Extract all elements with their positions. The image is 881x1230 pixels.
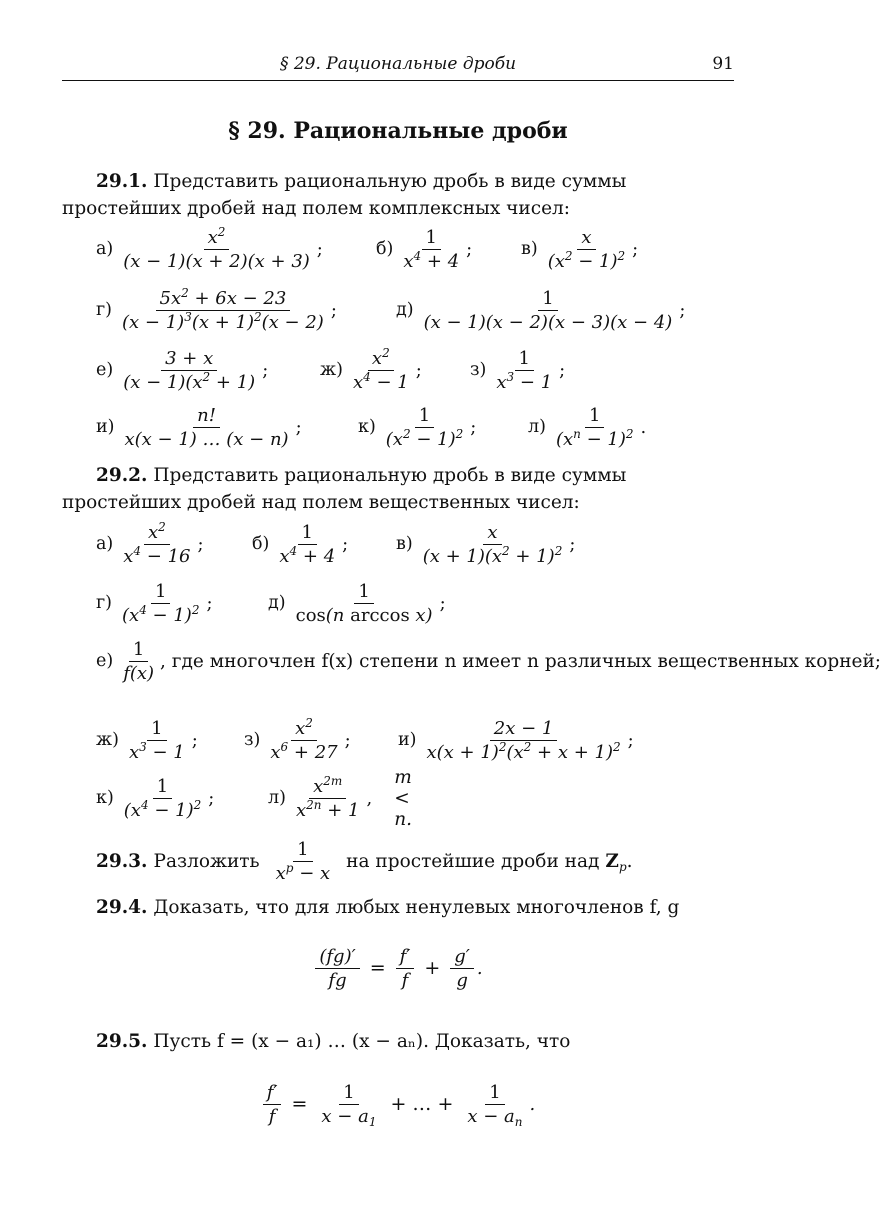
problem-29-1-statement	[62, 168, 734, 222]
running-header	[62, 54, 734, 78]
fraction: $\frac{x^2}{x^4 - 1}$	[352, 345, 409, 393]
problem-text: Доказать, что для любых ненулевых многочленов f, g	[153, 897, 680, 918]
item-label: е)	[96, 360, 114, 380]
item-29-2-zh: ж) $\frac{1}{x^3 - 1}$ ;	[96, 717, 198, 763]
item-29-2-z: з) $\frac{x^2}{x^6 + 27}$ ;	[244, 715, 351, 763]
fraction: $\frac{1}{x^3 - 1}$	[496, 347, 553, 393]
item-29-1-e: е) $\frac{3 + x}{(x - 1)(x^2 + 1)}$ ;	[96, 347, 269, 393]
item-29-2-b: б) $\frac{1}{x^4 + 4}$ ;	[252, 521, 349, 567]
section-title: § 29. Рациональные дроби	[228, 118, 568, 144]
header-rule	[62, 80, 734, 81]
problem-29-2-row-3	[96, 636, 881, 686]
fraction: $\frac{n!}{x(x - 1) \dots (x - n)}$	[124, 404, 289, 450]
field-symbol: $Z_p$.	[605, 850, 633, 874]
fraction: $\frac{x^2}{x^6 + 27}$	[270, 715, 338, 763]
problem-29-3	[96, 836, 734, 886]
item-29-2-k: к) $\frac{1}{(x^4 - 1)^2}$ ;	[96, 775, 215, 821]
item-label: г)	[96, 593, 112, 613]
item-29-2-i: и) $\frac{2x - 1}{x(x + 1)^2(x^2 + x + 1)^2}$ ;	[398, 717, 634, 763]
fraction: $\frac{1}{x^3 - 1}$	[128, 717, 185, 763]
item-label: и)	[398, 730, 417, 750]
item-29-1-zh: ж) $\frac{x^2}{x^4 - 1}$ ;	[320, 345, 422, 393]
fraction: $\frac{x}{(x^2 - 1)^2}$	[547, 226, 626, 272]
problem-29-5-statement	[62, 1028, 734, 1055]
running-title: § 29. Рациональные дроби	[279, 54, 517, 74]
item-label: ж)	[320, 360, 343, 380]
page	[62, 0, 881, 1230]
item-label: ж)	[96, 730, 119, 750]
item-29-2-g: г) $\frac{1}{(x^4 - 1)^2}$ ;	[96, 580, 213, 626]
item-label: д)	[268, 593, 286, 613]
item-text: , где многочлен f(x) степени n имеет n различных вещественных корней;	[160, 650, 881, 672]
problem-number: 29.1.	[96, 171, 148, 192]
formula-29-5: $\frac{f'}{f}$ = $\frac{1}{x - a_1}$ + … + $\frac{1}{x - a_n}$ .	[62, 1076, 734, 1132]
fraction: $\frac{1}{(x^2 - 1)^2}$	[385, 404, 464, 450]
fraction: $\frac{1}{(x^n - 1)^2}$	[555, 404, 634, 450]
item-29-2-l: л) $\frac{x^{2m}}{x^{2n} + 1}$ , m < n.	[268, 766, 412, 830]
item-label: л)	[268, 788, 286, 808]
item-29-2-d: д) $\frac{1}{\text{cos(n arccos x)}}$ ;	[268, 580, 446, 626]
fraction: $\frac{x^2}{x^4 - 16}$	[123, 519, 191, 567]
item-29-1-a: а) $\frac{x^2}{(x - 1)(x + 2)(x + 3)}$ ;	[96, 224, 323, 272]
fraction: $\frac{1}{x^p - x}$	[275, 838, 331, 884]
fraction: $\frac{x^2}{(x - 1)(x + 2)(x + 3)}$	[123, 224, 310, 272]
problem-text-before: Разложить	[153, 850, 260, 872]
fraction: $\frac{1}{(x^4 - 1)^2}$	[122, 580, 200, 626]
item-29-1-l: л) $\frac{1}{(x^n - 1)^2}$ .	[528, 404, 647, 450]
item-29-2-e	[96, 636, 881, 686]
item-29-1-k: к) $\frac{1}{(x^2 - 1)^2}$ ;	[358, 404, 477, 450]
fraction: $\frac{1}{(x^4 - 1)^2}$	[123, 775, 202, 821]
item-29-2-a: а) $\frac{x^2}{x^4 - 16}$ ;	[96, 519, 204, 567]
item-29-1-d: д) $\frac{1}{(x - 1)(x - 2)(x - 3)(x - 4)}$ ;	[396, 287, 686, 333]
problem-number: 29.3.	[96, 850, 148, 872]
item-label: б)	[376, 239, 394, 259]
fraction: $\frac{1}{f(x)}$	[123, 638, 155, 684]
fraction: $\frac{2x - 1}{x(x + 1)^2(x^2 + x + 1)^2}$	[426, 717, 621, 763]
item-tail: m < n.	[394, 766, 412, 830]
item-label: а)	[96, 239, 114, 259]
item-label: з)	[470, 360, 487, 380]
item-label: в)	[521, 239, 538, 259]
item-label: е)	[96, 651, 114, 671]
item-label: б)	[252, 534, 270, 554]
item-label: а)	[96, 534, 114, 554]
fraction: $\frac{3 + x}{(x - 1)(x^2 + 1)}$	[123, 347, 256, 393]
fraction: $\frac{x}{(x + 1)(x^2 + 1)^2}$	[422, 521, 563, 567]
problem-text: Представить рациональную дробь в виде суммы простейших дробей над полем комплексных чисел:	[62, 171, 627, 219]
item-29-1-v: в) $\frac{x}{(x^2 - 1)^2}$ ;	[521, 226, 639, 272]
fraction: $\frac{1}{\text{cos(n arccos x)}}$	[295, 580, 433, 626]
fraction: $\frac{5x^2 + 6x - 23}{(x - 1)^3(x + 1)^2(x - 2)}$	[122, 285, 324, 333]
item-label: и)	[96, 417, 115, 437]
item-29-2-v: в) $\frac{x}{(x + 1)(x^2 + 1)^2}$ ;	[396, 521, 576, 567]
problem-text: Представить рациональную дробь в виде суммы простейших дробей над полем вещественных чисел:	[62, 465, 627, 513]
problem-text-after: на простейшие дроби над	[346, 850, 600, 872]
item-29-1-i: и) $\frac{n!}{x(x - 1) \dots (x - n)}$ ;	[96, 404, 302, 450]
item-label: в)	[396, 534, 413, 554]
item-label: г)	[96, 300, 112, 320]
item-label: к)	[96, 788, 114, 808]
item-label: д)	[396, 300, 414, 320]
problem-29-4-statement	[62, 894, 734, 921]
fraction: $\frac{1}{x^4 + 4}$	[279, 521, 336, 567]
fraction: $\frac{1}{x^4 + 4}$	[403, 226, 460, 272]
fraction: $\frac{1}{(x - 1)(x - 2)(x - 3)(x - 4)}$	[423, 287, 673, 333]
page-number: 91	[712, 54, 734, 74]
item-label: з)	[244, 730, 261, 750]
item-29-1-g: г) $\frac{5x^2 + 6x - 23}{(x - 1)^3(x + 1)^2(x - 2)}$ ;	[96, 285, 337, 333]
problem-number: 29.5.	[96, 1031, 148, 1052]
problem-number: 29.4.	[96, 897, 148, 918]
item-29-1-z: з) $\frac{1}{x^3 - 1}$ ;	[470, 347, 566, 393]
formula-29-4: $\frac{(fg)'}{fg}$ = $\frac{f'}{f}$ + $\frac{g'}{g}$ .	[62, 940, 734, 996]
fraction: $\frac{x^{2m}}{x^{2n} + 1}$	[295, 773, 360, 821]
item-29-1-b: б) $\frac{1}{x^4 + 4}$ ;	[376, 226, 473, 272]
problem-29-3-statement	[96, 836, 633, 886]
problem-text: Пусть f = (x − a₁) … (x − aₙ). Доказать, что	[153, 1031, 571, 1052]
problem-number: 29.2.	[96, 465, 148, 486]
item-label: л)	[528, 417, 546, 437]
item-label: к)	[358, 417, 376, 437]
problem-29-2-statement	[62, 462, 734, 516]
